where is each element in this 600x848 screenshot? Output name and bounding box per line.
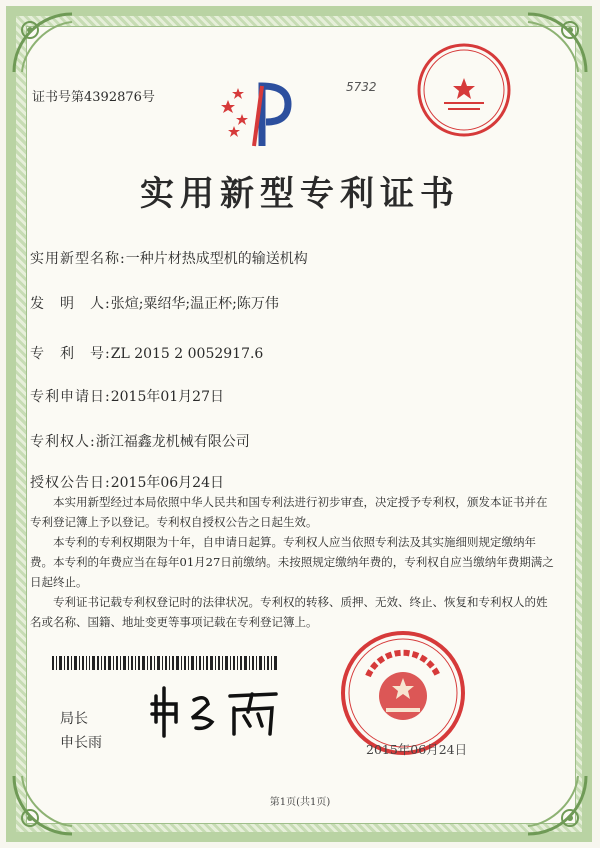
body-paragraph: 专利证书记载专利权登记时的法律状况。专利权的转移、质押、无效、终止、恢复和专利权人的姓名或名称、国籍、地址变更等事项记载在专利登记簿上。 <box>30 595 548 629</box>
official-seal-stamp <box>338 628 468 758</box>
director-title: 局长 <box>60 711 88 727</box>
certificate-paper <box>26 26 576 824</box>
seal-date: 2015年06月24日 <box>366 742 468 757</box>
field-label: 授权公告日: <box>30 475 111 491</box>
handwritten-note: 5732 <box>346 80 377 94</box>
patent-number-row <box>30 343 263 363</box>
agency-seal-stamp <box>414 40 514 140</box>
field-value: 浙江福鑫龙机械有限公司 <box>95 434 250 450</box>
patent-office-emblem-icon <box>218 78 300 148</box>
field-label: 实用新型名称: <box>30 251 126 267</box>
utility-model-name-row <box>30 248 308 268</box>
page-title: 实用新型专利证书 <box>140 174 460 214</box>
body-paragraph: 本实用新型经过本局依照中华人民共和国专利法进行初步审查，决定授予专利权，颁发本证书并在专利登记簿上予以登记。专利权自授权公告之日起生效。 <box>30 495 548 529</box>
field-label: 专 利 号: <box>30 346 111 362</box>
field-label: 发 明 人: <box>30 296 111 312</box>
director-name: 申长雨 <box>60 735 102 751</box>
grant-date-row <box>30 472 224 492</box>
field-label: 专利权人: <box>30 434 96 450</box>
patentee-row <box>30 431 250 451</box>
corner-ornament <box>10 10 76 76</box>
field-value: 一种片材热成型机的输送机构 <box>125 251 308 267</box>
corner-ornament <box>524 10 590 76</box>
filing-date-row <box>30 386 224 406</box>
field-value: 2015年06月24日 <box>110 475 224 491</box>
barcode <box>52 656 278 670</box>
field-value: ZL 2015 2 0052917.6 <box>110 346 264 362</box>
body-paragraph: 本专利的专利权期限为十年，自申请日起算。专利权人应当依照专利法及其实施细则规定缴纳年费。本专利的年费应当在每年01月27日前缴纳。未按照规定缴纳年费的，专利权自应当缴纳年费期满之日起终止。 <box>30 535 554 589</box>
director-signature <box>146 682 286 742</box>
certificate-number: 证书号第4392876号 <box>32 90 155 105</box>
field-value: 2015年01月27日 <box>110 389 224 405</box>
field-label: 专利申请日: <box>30 389 111 405</box>
field-value: 张煊;粟绍华;温正杯;陈万伟 <box>110 296 279 312</box>
certificate-body <box>30 492 555 632</box>
page-number: 第1页(共1页) <box>269 797 331 808</box>
inventors-row <box>30 293 279 313</box>
